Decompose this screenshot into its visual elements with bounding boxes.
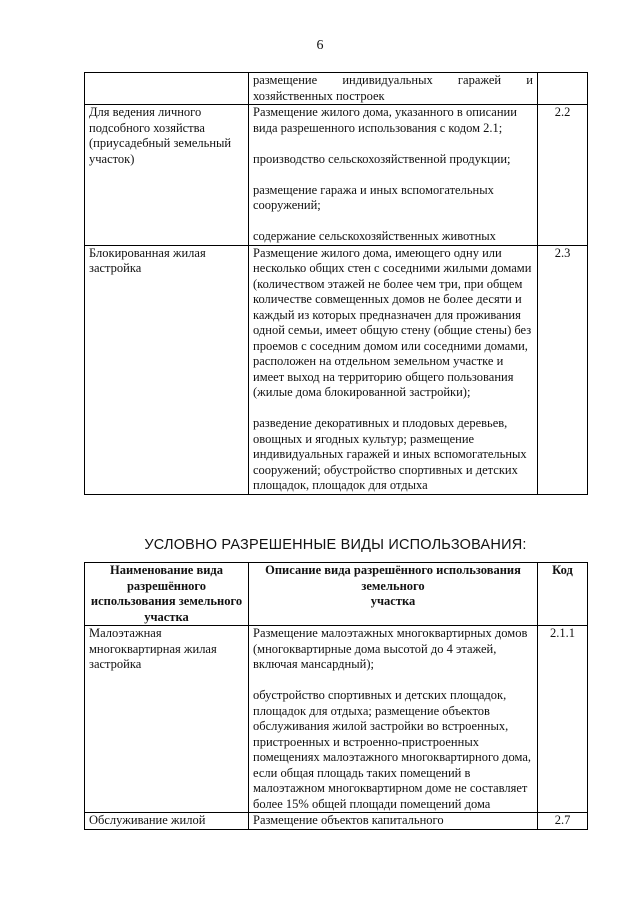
table-row: [85, 73, 588, 105]
use-description-cell: [249, 813, 538, 830]
land-use-table-conditional: [84, 562, 588, 830]
use-description-cell: [249, 73, 538, 105]
use-name-cell: Обслуживание жилой: [85, 813, 249, 830]
use-code-cell: 2.1.1: [538, 626, 588, 813]
use-description-cell: [249, 105, 538, 246]
description-paragraph: Размещение объектов капитального: [253, 813, 444, 827]
table-row: [85, 626, 588, 813]
description-paragraph: хозяйственных построек: [253, 88, 385, 103]
use-code-cell: 2.2: [538, 105, 588, 246]
column-header-description: Описание вида разрешённого использования земельного участка: [249, 563, 538, 626]
land-use-table-main: [84, 72, 588, 495]
use-description-cell: [249, 626, 538, 813]
table-header-row: [85, 563, 588, 626]
description-paragraph: размещение гаража и иных вспомогательных сооружений;: [253, 182, 494, 212]
table-row: [85, 813, 588, 830]
column-header-code: Код: [538, 563, 588, 626]
description-paragraph: размещение индивидуальных гаражей и: [253, 73, 533, 87]
use-code-cell: 2.3: [538, 245, 588, 494]
table-row: [85, 245, 588, 494]
description-paragraph: разведение декоративных и плодовых деревьев, овощных и ягодных культур; размещение индивидуальных гаражей и иных вспомогательных сооружений; обустройство спортивных и детских площадок, площадок для отдыха: [253, 416, 527, 492]
column-header-name: Наименование вида разрешённого использования земельного участка: [85, 563, 249, 626]
use-description-cell: [249, 245, 538, 494]
use-code-cell: 2.7: [538, 813, 588, 830]
use-name-cell: Блокированная жилая застройка: [85, 245, 249, 494]
description-paragraph: Размещение малоэтажных многоквартирных домов (многоквартирные дома высотой до 4 этажей, включая мансардный);: [253, 626, 528, 671]
section-heading: УСЛОВНО РАЗРЕШЕННЫЕ ВИДЫ ИСПОЛЬЗОВАНИЯ:: [144, 537, 527, 553]
use-name-cell: Малоэтажная многоквартирная жилая застройка: [85, 626, 249, 813]
description-paragraph: Размещение жилого дома, имеющего одну или несколько общих стен с соседними жилыми домами (количеством этажей не более чем три, при общем количестве совмещенных домов не более десяти и каждый из которых предназначен для проживания одной семьи, имеет общую стену (общие стены) без проемов с соседним домом или соседними домами, расположен на отдельном земельном участке и имеет выход на территорию общего пользования (жилые дома блокированной застройки);: [253, 245, 532, 399]
use-name-cell: [85, 73, 249, 105]
description-paragraph: производство сельскохозяйственной продукции;: [253, 151, 511, 166]
use-code-cell: [538, 73, 588, 105]
use-name-cell: Для ведения личного подсобного хозяйства (приусадебный земельный участок): [85, 105, 249, 246]
description-paragraph: Размещение жилого дома, указанного в описании вида разрешенного использования с кодом 2.1;: [253, 105, 517, 135]
page-number: 6: [316, 38, 324, 53]
description-paragraph: обустройство спортивных и детских площадок, площадок для отдыха; размещение объектов обслуживания жилой застройки во встроенных, пристроенных и встроенно-пристроенных помещениях малоэтажного многоквартирного дома, если общая площадь таких помещений в малоэтажном многоквартирном доме не составляет более 15% общей площади помещений дома: [253, 688, 532, 811]
table-row: [85, 105, 588, 246]
description-paragraph: содержание сельскохозяйственных животных: [253, 229, 496, 243]
